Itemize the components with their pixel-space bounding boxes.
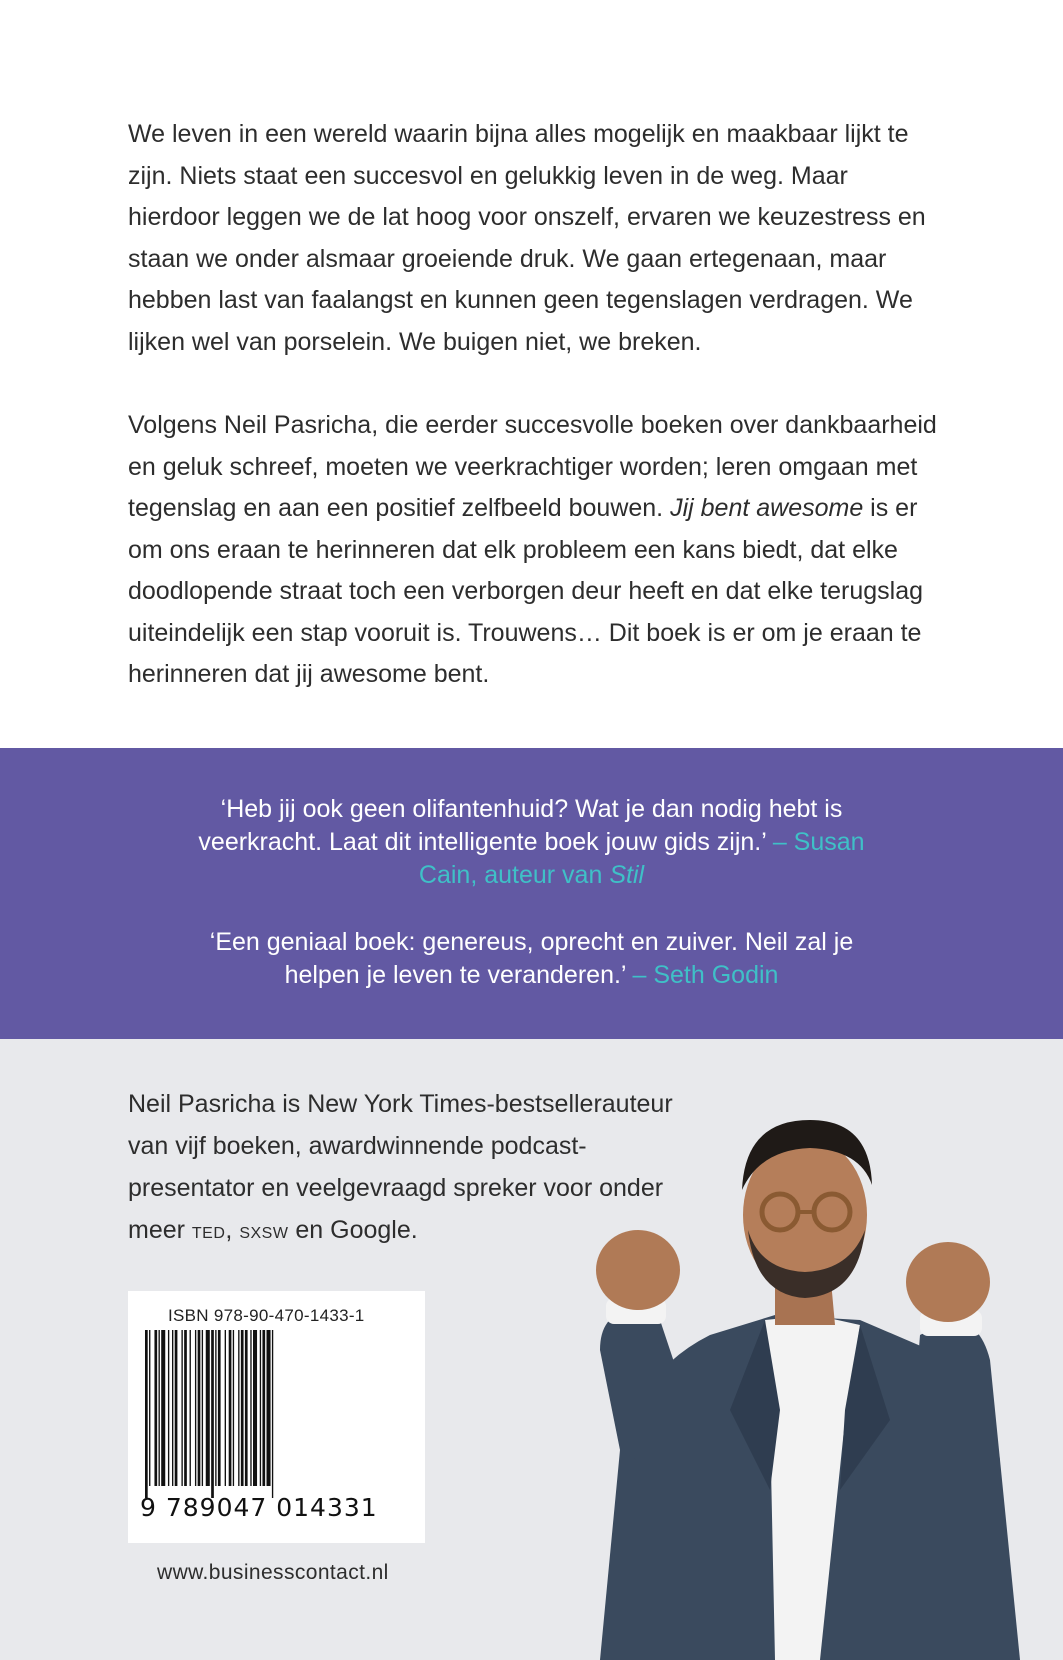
barcode-bar bbox=[250, 1330, 251, 1486]
blurb-paragraph-2 bbox=[128, 405, 938, 696]
isbn-label: ISBN 978-90-470-1433-1 bbox=[168, 1306, 365, 1325]
barcode-bar bbox=[262, 1330, 265, 1486]
barcode-bar bbox=[202, 1330, 203, 1486]
barcode-bar bbox=[233, 1330, 234, 1486]
barcode-bar bbox=[175, 1330, 178, 1486]
book-title-italic: Jij bent awesome bbox=[670, 494, 864, 522]
barcode-bar bbox=[238, 1330, 239, 1486]
endorsement-quote-2 bbox=[180, 926, 883, 992]
barcode-bar bbox=[154, 1330, 157, 1486]
bio-comma: , bbox=[225, 1216, 240, 1244]
publisher-website: www.businesscontact.nl bbox=[157, 1561, 389, 1584]
blurb-paragraph-2-end: is er om ons eraan te herinneren dat elk probleem een kans biedt, dat elke doodlopende straat toch een verborgen deur heeft en dat elke terugslag uiteindelijk een stap vooruit is. Trouwens… Dit boek is er om je eraan te herinneren dat jij awesome bent. bbox=[128, 494, 924, 688]
barcode-bar bbox=[206, 1330, 210, 1486]
barcode-bar bbox=[245, 1330, 248, 1486]
barcode-bar bbox=[168, 1330, 169, 1486]
barcode-bar bbox=[172, 1330, 173, 1486]
barcode-bar bbox=[272, 1330, 273, 1498]
barcode-bar bbox=[225, 1330, 226, 1486]
blurb-paragraph-1 bbox=[128, 114, 938, 363]
barcode-bar bbox=[161, 1330, 165, 1486]
quote-2-attribution: – Seth Godin bbox=[632, 961, 779, 989]
barcode-bar bbox=[267, 1330, 271, 1486]
barcode-icon bbox=[145, 1330, 385, 1498]
barcode-bar bbox=[241, 1330, 244, 1486]
endorsement-quote-1 bbox=[180, 793, 883, 892]
quote-2-text: ‘Een geniaal boek: genereus, oprecht en zuiver. Neil zal je helpen je leven te veranderen.’ bbox=[209, 928, 854, 989]
barcode-bar bbox=[215, 1330, 216, 1486]
barcode-bar bbox=[190, 1330, 191, 1486]
barcode-bar bbox=[198, 1330, 201, 1486]
barcode-bar bbox=[159, 1330, 160, 1486]
barcode-bar bbox=[195, 1330, 196, 1486]
barcode-bar bbox=[149, 1330, 150, 1486]
barcode-bar bbox=[145, 1330, 148, 1498]
quote-1-book-title: Stil bbox=[609, 861, 645, 889]
barcode-bar bbox=[211, 1330, 214, 1498]
barcode-bar bbox=[253, 1330, 257, 1486]
bio-sxsw: SXSW bbox=[239, 1225, 289, 1242]
quote-1-author: – Susan Cain, auteur van bbox=[418, 828, 865, 889]
blurb-paragraph-2-start: Volgens Neil Pasricha, die eerder succesvolle boeken over dankbaarheid en geluk schreef, moeten we veerkrachtiger worden; leren omgaan met tegenslag en aan een positief zelfbeeld bouwen. bbox=[128, 411, 937, 522]
quotes-band bbox=[0, 748, 1063, 1039]
author-bio-text: Neil Pasricha is New York Times-bestsellerauteur van vijf boeken, awardwinnende podcast-presentator en veelgevraagd spreker voor onder meer bbox=[128, 1090, 673, 1244]
blurb-paragraph-1-text: We leven in een wereld waarin bijna alles mogelijk en maakbaar lijkt te zijn. Niets staat een succesvol en gelukkig leven in de weg. Maar hierdoor leggen we de lat hoog voor onszelf, ervaren we keuzestress en staan we onder alsmaar groeiende druk. We gaan ertegenaan, maar hebben last van faalangst en kunnen geen tegenslagen verdragen. We lijken wel van porselein. We buigen niet, we breken. bbox=[128, 120, 926, 356]
barcode-bar bbox=[260, 1330, 261, 1486]
quote-1-text: ‘Heb jij ook geen olifantenhuid? Wat je dan nodig hebt is veerkracht. Laat dit intelligente boek jouw gids zijn.’ bbox=[198, 795, 843, 856]
barcode-bar bbox=[218, 1330, 221, 1486]
bio-end: en Google. bbox=[288, 1216, 418, 1244]
ean-digits: 9 789047 014331 bbox=[140, 1493, 378, 1522]
barcode-bar bbox=[229, 1330, 232, 1486]
barcode-bar bbox=[184, 1330, 187, 1486]
bio-ted: TED bbox=[191, 1225, 226, 1242]
author-photo bbox=[560, 1120, 1020, 1660]
barcode-bar bbox=[181, 1330, 182, 1486]
